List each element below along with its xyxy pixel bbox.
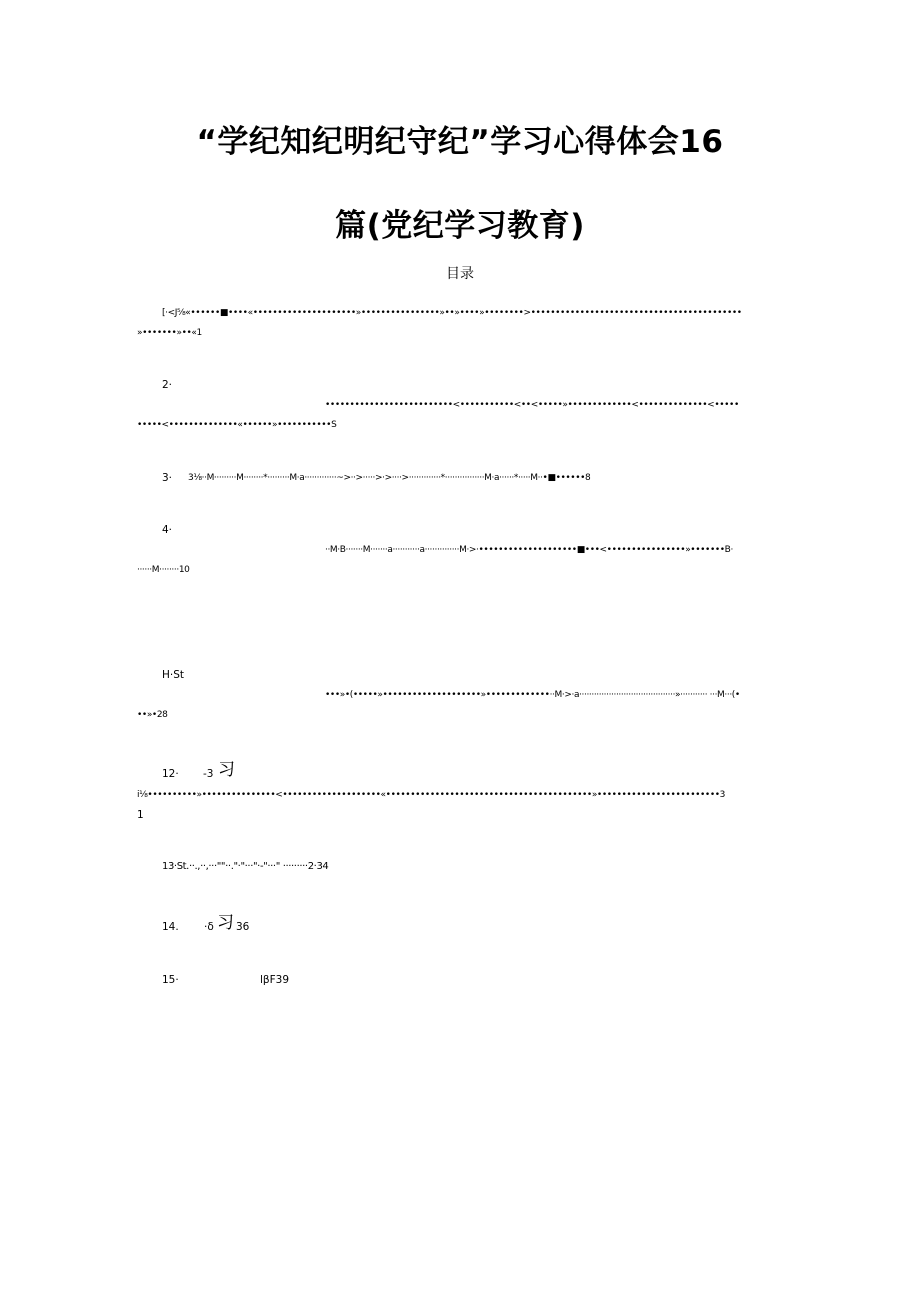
toc-entry-12-suffix-number: -3: [203, 768, 214, 780]
toc-entry-12-line-2[interactable]: 1: [137, 809, 144, 821]
toc-heading: 目录: [446, 266, 474, 282]
toc-entry-4-line-1[interactable]: ··M·B·······M·······a···········a··············M·>·••••••••••••••••••••■•••<••••••••••••••••»•••••••B·: [325, 545, 733, 555]
toc-entry-14-prefix: ·δ: [204, 921, 214, 933]
document-title-line-1: “学纪知纪明纪守纪”学习心得体会16: [196, 124, 724, 160]
toc-entry-13-line-1[interactable]: 13·St.··.,··,···""··."·"···"·-"···" ·········2·34: [162, 861, 329, 872]
toc-entry-5-line-1[interactable]: •••»•(•••••»••••••••••••••••••••»•••••••••••••··M·>·a·······································»··········· ···M···(•: [325, 690, 740, 700]
toc-entry-14-page[interactable]: 36: [236, 921, 250, 933]
document-title-line-2: 篇(党纪学习教育): [335, 208, 585, 244]
toc-entry-3-number: 3·: [162, 472, 173, 484]
toc-entry-3-line-1[interactable]: 3⅛··M·········M········*·········M·a·············~>··>·····>·>····>·············*················M·a······*·····M··•■••••••8: [188, 473, 591, 483]
toc-entry-5-line-2[interactable]: ••»•28: [137, 710, 168, 720]
toc-entry-12-number: 12·: [162, 768, 179, 780]
toc-entry-2-number: 2·: [162, 379, 173, 391]
toc-entry-14-glyph: 习: [217, 913, 234, 933]
toc-entry-2-line-1[interactable]: ••••••••••••••••••••••••••<•••••••••••<••<•••••»•••••••••••••<••••••••••••••<•••••: [325, 400, 739, 410]
toc-entry-12-line-1[interactable]: i⅛••••••••••»•••••••••••••••<••••••••••••••••••••«••••••••••••••••••••••••••••••••••••••••••»•••••••••••••••••••••••••3: [137, 790, 725, 800]
toc-entry-15-number: 15·: [162, 974, 179, 986]
toc-entry-2-line-2[interactable]: •••••<••••••••••••••«••••••»•••••••••••S: [137, 420, 337, 430]
toc-entry-1-line-2[interactable]: »•••••••»••«1: [137, 328, 202, 338]
toc-entry-1-line-1[interactable]: [·<J⅝«••••••■••••«•••••••••••••••••••••»••••••••••••••••»••»••••»••••••••>•••••••••••••••••••••••••••••••••••••••••••: [162, 308, 742, 318]
toc-entry-4-line-2[interactable]: ······M········10: [137, 565, 190, 575]
toc-entry-4-number: 4·: [162, 524, 173, 536]
toc-entry-5-number: H·St: [162, 669, 185, 681]
toc-entry-14-number: 14.: [162, 921, 179, 933]
toc-entry-12-glyph: 习: [218, 760, 235, 780]
toc-entry-15-text[interactable]: lβF39: [260, 974, 290, 986]
